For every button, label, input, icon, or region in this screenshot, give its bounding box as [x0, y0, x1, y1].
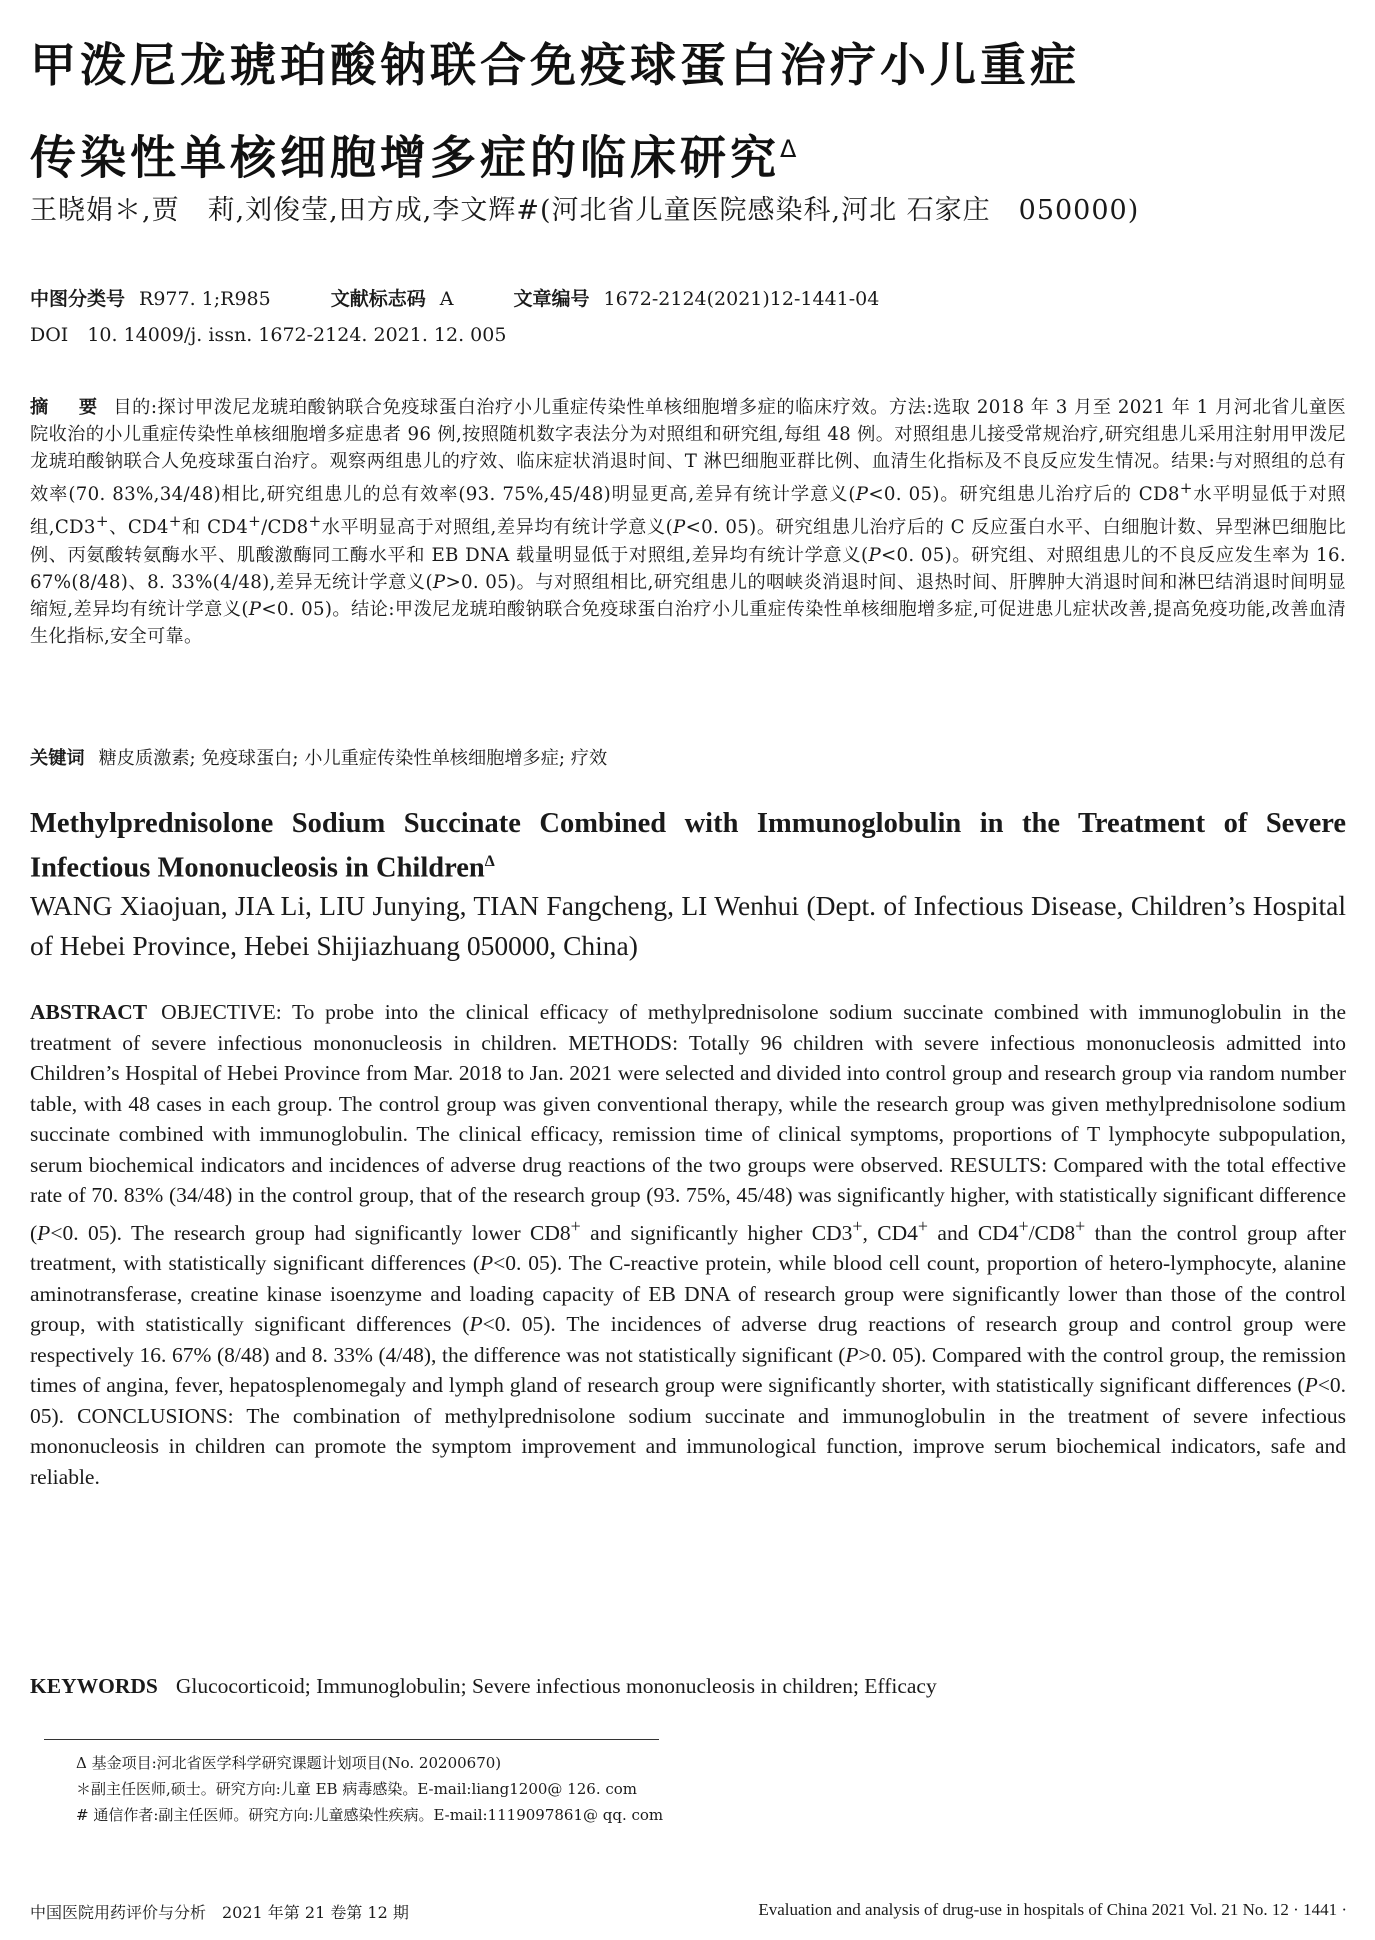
title-cn-line-2: 传染性单核细胞增多症的临床研究$^\Delta$	[30, 130, 801, 185]
footnote-corresponding: # 通信作者:副主任医师。研究方向:儿童感染性疾病。E-mail:1119097861@ qq. com	[76, 1806, 664, 1824]
keywords-cn-text: 糖皮质激素; 免疫球蛋白; 小儿重症传染性单核细胞增多症; 疗效	[98, 748, 608, 769]
authors-en: WANG Xiaojuan, JIA Li, LIU Junying, TIAN Fangcheng, LI Wenhui (Dept. of Infectious Disease, Children’s Hospital of Hebei Province, Hebei Shijiazhuang 050000, China)	[30, 890, 1346, 961]
footer-journal-en: Evaluation and analysis of drug-use in hospitals of China 2021 Vol. 21 No. 12 · 1441 ·	[758, 1900, 1347, 1919]
keywords-cn-label: 关键词	[30, 748, 85, 769]
abstract-en: ABSTRACT OBJECTIVE: To probe into the clinical efficacy of methylprednisolone sodium succinate combined with immunoglobulin in the treatment of severe infectious mononucleosis in children. METHODS: Totally 96 children with severe infectious mononucleosis admitted into Children’s Hospital of Hebei Province from Mar. 2018 to Jan. 2021 were selected and divided into control group and research group via random number table, with 48 cases in each group. The control group was given conventional therapy, while the research group was given methylprednisolone sodium succinate combined with immunoglobulin. The clinical efficacy, remission time of clinical symptoms, proportions of T lymphocyte subpopulation, serum biochemical indicators and incidences of adverse drug reactions of the two groups were observed. RESULTS: Compared with the total effective rate of 70. 83% (34/48) in the control group, that of the research group (93. 75%, 45/48) was significantly higher, with statistically significant difference (P<0. 05). The research group had significantly lower CD8+ and significantly higher CD3+, CD4+ and CD4+/CD8+ than the control group after treatment, with statistically significant differences (P<0. 05). The C-reactive protein, while blood cell count, proportion of hetero-lymphocyte, alanine aminotransferase, creatine kinase isoenzyme and loading capacity of EB DNA of research group were significantly lower than those of the control group, with statistically significant differences (P<0. 05). The incidences of adverse drug reactions of research group and control group were respectively 16. 67% (8/48) and 8. 33% (4/48), the difference was not statistically significant (P>0. 05). Compared with the control group, the remission times of angina, fever, hepatosplenomegaly and lymph gland of research group were significantly shorter, with statistically significant differences (P<0. 05). CONCLUSIONS: The combination of methylprednisolone sodium succinate and immunoglobulin in the treatment of severe infectious mononucleosis in children can promote the symptom improvement and immunological function, improve serum biochemical indicators, safe and reliable.	[30, 1000, 1347, 1489]
article-no-value: 1672-2124(2021)12-1441-04	[603, 288, 880, 310]
article-no-label: 文章编号	[513, 288, 590, 310]
footer-journal-cn: 中国医院用药评价与分析 2021 年第 21 卷第 12 期	[30, 1903, 409, 1922]
authors-cn: 王晓娟＊,贾 莉,刘俊莹,田方成,李文辉#(河北省儿童医院感染科,河北 石家庄 050000)	[30, 195, 1140, 226]
footnote-divider	[44, 1739, 659, 1740]
fund-mark: Δ	[780, 135, 801, 163]
footnote-first-author: ＊副主任医师,硕士。研究方向:儿童 EB 病毒感染。E-mail:liang1200@ 126. com	[76, 1780, 638, 1798]
doi: DOI 10. 14009/j. issn. 1672-2124. 2021. 12. 005	[30, 324, 507, 346]
title-cn-line-1: 甲泼尼龙琥珀酸钠联合免疫球蛋白治疗小儿重症	[30, 38, 1080, 92]
abstract-en-label: ABSTRACT	[30, 1000, 148, 1024]
keywords-cn	[30, 744, 607, 770]
clc-value: R977. 1;R985	[139, 288, 271, 310]
footnote-fund: Δ 基金项目:河北省医学科学研究课题计划项目(No. 20200670)	[76, 1754, 502, 1772]
title-en: Methylprednisolone Sodium Succinate Combined with Immunoglobulin in the Treatment of Severe Infectious Mononucleosis in Children$^\Delta$	[30, 808, 1346, 884]
doc-code-label: 文献标志码	[330, 288, 426, 310]
keywords-en-text: Glucocorticoid; Immunoglobulin; Severe infectious mononucleosis in children; Efficacy	[175, 1674, 937, 1698]
keywords-en	[30, 1674, 937, 1699]
abstract-cn-label: 摘 要	[30, 397, 104, 418]
doc-code-value: A	[439, 288, 454, 310]
keywords-en-label: KEYWORDS	[30, 1674, 158, 1698]
abstract-cn: 摘 要 目的:探讨甲泼尼龙琥珀酸钠联合免疫球蛋白治疗小儿重症传染性单核细胞增多症的临床疗效。方法:选取 2018 年 3 月至 2021 年 1 月河北省儿童医院收治的小儿重症传染性单核细胞增多症患者 96 例,按照随机数字表法分为对照组和研究组,每组 48 例。对照组患儿接受常规治疗,研究组患儿采用注射用甲泼尼龙琥珀酸钠联合人免疫球蛋白治疗。观察两组患儿的疗效、临床症状消退时间、T 淋巴细胞亚群比例、血清生化指标及不良反应发生情况。结果:与对照组的总有效率(70. 83%,34/48)相比,研究组患儿的总有效率(93. 75%,45/48)明显更高,差异有统计学意义(P<0. 05)。研究组患儿治疗后的 CD8+水平明显低于对照组,CD3+、CD4+和 CD4+/CD8+水平明显高于对照组,差异均有统计学意义(P<0. 05)。研究组患儿治疗后的 C 反应蛋白水平、白细胞计数、异型淋巴细胞比例、丙氨酸转氨酶水平、肌酸激酶同工酶水平和 EB DNA 载量明显低于对照组,差异均有统计学意义(P<0. 05)。研究组、对照组患儿的不良反应发生率为 16. 67%(8/48)、8. 33%(4/48),差异无统计学意义(P>0. 05)。与对照组相比,研究组患儿的咽峡炎消退时间、退热时间、肝脾肿大消退时间和淋巴结消退时间明显缩短,差异均有统计学意义(P<0. 05)。结论:甲泼尼龙琥珀酸钠联合免疫球蛋白治疗小儿重症传染性单核细胞增多症,可促进患儿症状改善,提高免疫功能,改善血清生化指标,安全可靠。	[30, 397, 1347, 647]
fund-mark-en: Δ	[484, 853, 495, 870]
classification-line	[30, 284, 879, 311]
clc-label: 中图分类号	[30, 288, 126, 310]
